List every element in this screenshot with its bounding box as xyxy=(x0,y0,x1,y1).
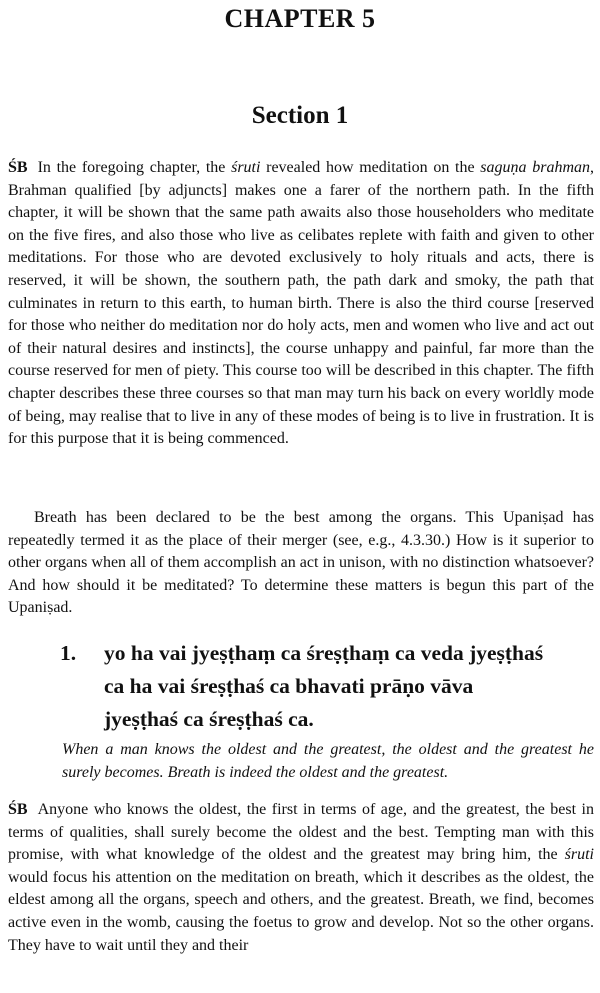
paragraph-text: , Brahman qualified [by adjuncts] makes one a farer of the northern path. In the fifth chapter, it will be shown that the same path awaits also those householders who meditate on the five fires, and also those who live as celibates replete with faith and given to other meditations. For those who are devoted exclusively to holy rituals and acts, there is reserved, it will be shown, the southern path, the path dark and smoky, the path that culminates in return to this earth, to human birth. There is also the third course [reserved for those who neither do meditation nor do holy acts, men and women who live and act out of their natural desires and instincts], the course unhappy and painful, far more than the course reserved for men of piety. This course too will be described in this chapter. The fifth chapter describes these three courses so that man may turn his back on every worldly mode of being, may realise that to live in any of these modes of being is to live in frustration. It is for this purpose that it is being commenced. xyxy=(8,159,594,448)
verse-translation: When a man knows the oldest and the greatest, the oldest and the greatest he surely becomes. Breath is indeed the oldest and the greatest. xyxy=(62,741,594,781)
verse-line-3: jyeṣṭhaś ca śreṣṭhaś ca. xyxy=(104,707,314,731)
sb-marker: ŚB xyxy=(8,159,28,176)
saguna-brahman-term: saguṇa brahman xyxy=(480,159,590,176)
sanskrit-verse xyxy=(62,637,600,736)
paragraph-text: Anyone who knows the oldest, the first in terms of age, and the greatest, the best in terms of qualities, shall surely become the oldest and the best. Tempting man with this promise, with what knowledge of the oldest and the greatest may bring him, the xyxy=(8,801,594,864)
commentary-paragraph-2: Breath has been declared to be the best among the organs. This Upaniṣad has repeatedly termed it as the place of their merger (see, e.g., 4.3.30.) How is it superior to other organs when all of them accomplish an act in unison, with no distinction whatsoever? And how should it be meditated? To determine these matters is begun this part of the Upaniṣad. xyxy=(8,509,594,617)
sruti-term: śruti xyxy=(564,846,594,864)
chapter-title: CHAPTER 5 xyxy=(224,4,376,33)
paragraph-text: would focus his attention on the meditation on breath, which it describes as the oldest, the eldest among all the organs, speech and others, and the greatest. Breath, we find, becomes active even in the womb, causing the foetus to grow and develop. Not so the other organs. They have to wait until they and their xyxy=(8,868,594,954)
section-title: Section 1 xyxy=(251,102,349,129)
verse-line-1: yo ha vai jyeṣṭhaṃ ca śreṣṭhaṃ ca veda jyeṣṭhaś xyxy=(104,641,544,665)
paragraph-text: In the foregoing chapter, the xyxy=(37,159,232,176)
commentary-paragraph-1 xyxy=(8,157,594,451)
verse-line-2: ca ha vai śreṣṭhaś ca bhavati prāṇo vāva xyxy=(104,674,474,698)
commentary-paragraph-3 xyxy=(8,799,594,957)
verse-number: 1. xyxy=(60,641,77,665)
sb-marker: ŚB xyxy=(8,801,28,818)
sruti-term: śruti xyxy=(231,159,261,176)
paragraph-text: revealed how meditation on the xyxy=(260,159,481,176)
